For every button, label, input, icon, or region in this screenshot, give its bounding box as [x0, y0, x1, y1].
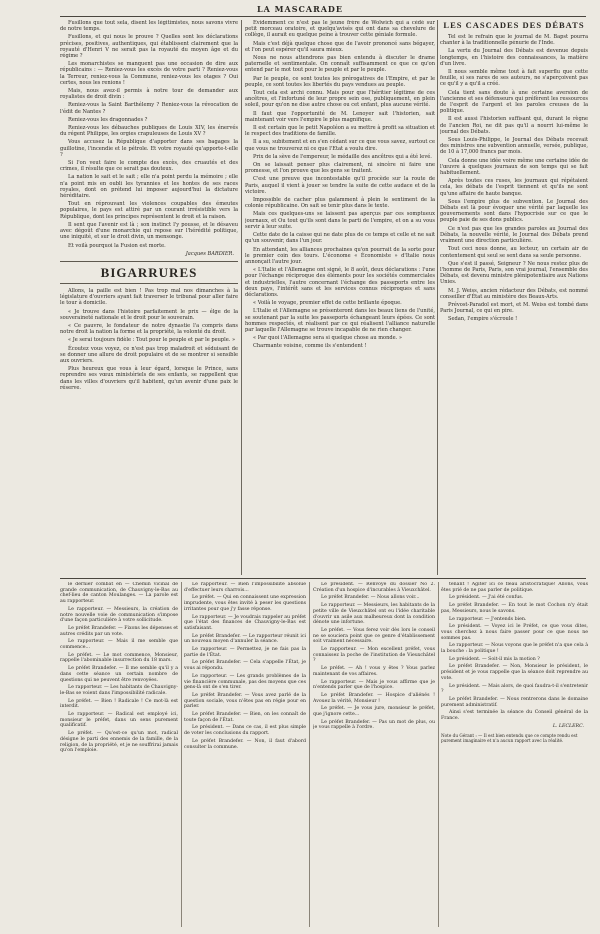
dialogue-line: Le préfet Brandefer. — Le rapporteur réunit ici un nouveau moyen d'annuler la séance.	[184, 633, 306, 645]
dialogue-line: Le rapporteur. — Je voudrais rappeler au préfet que l'état des finances de Chauvigny-le-Bas est satisfaisant.	[184, 614, 306, 631]
paragraph: « L'Italie et l'Allemagne ont signé, le 8 août, deux déclarations : l'une pour l'échange réciproque des éléments pour les sociétés commerciales et industrielles, l'autre concernant l'échange des passeports entre les deux pays, l'intérêt sans et les services connus réciproques et sans déclarations.	[245, 267, 435, 298]
paragraph: Fusillons que tout sela, disent les légitimistes, nous savons vivre de notre temps.	[60, 20, 238, 33]
footnote: Note du Gérant : — Il est bien entendu que ce compte rendu est purement imaginaire et n'a aucun rapport avec la réalité.	[441, 733, 578, 744]
paragraph: « Par quoi l'Allemagne sera si quelque chose au monde. »	[253, 335, 403, 342]
paragraph: M. J. Weiss, ancien rédacteur des Débats, est nommé conseiller d'État au ministère des Beaux-Arts.	[440, 287, 588, 300]
paragraph: Reniez-vous les débauches publiques de Louis XIV, les énervés du régent Philippe, les orgies crapuleuses de Louis XV ?	[60, 125, 238, 138]
dialogue-line: Le préfet Brandefer. — Nous allons voir...	[321, 595, 420, 601]
paragraph: L'Italie et l'Allemagne se présenteront dans les beaux liens de l'unité, se soutenant par la suite les passeports échangeant leurs épées. Ce sont hommes respectés, et réalisent par ce qui réalisent l'alliance naturelle par laquelle l'Allemagne se trouve incapable de ne rien changer.	[245, 308, 435, 333]
paragraph: Mais, nous avez-il permis à notre tour de demander aux royalistes de droit divin :	[60, 88, 238, 101]
dialogue-line: Le préfet Brandefer. — Vous avez parlé de la question sociale, vous n'êtes pas en régie pour en parler.	[184, 692, 306, 710]
column-rule	[309, 582, 310, 927]
paragraph: Il est aussi l'historien suffisant qui, durant le règne de l'ancien Roi, ne dit pas qu'il a nourri lui-même le journal des Débats.	[440, 116, 588, 135]
paragraph: Évidemment ce n'est pas le jeune frère de Wolwich qui a cédé sur petit morceau oratoire, et quelqu'avisés qui ont dans sa chevelure de collège, il aurait eu quelque peine à trouver cette géniale formule.	[245, 20, 435, 39]
dialogue-line: Le rapporteur. — Les habitants de Chauvigny-le-Bas se voient dans l'impossibilité radicale.	[60, 685, 178, 696]
dialogue-line: Le préfet Brandefer. — Non, Monsieur le président, le président et je vous rappelle que la séance doit reprendre au vote.	[441, 664, 588, 681]
dialogue-line: Le préfet. — Bien ! Radicale ! Ce mot-là est interdit.	[60, 698, 178, 710]
paragraph: La nation le sait et le sait ; elle n'a point perdu la mémoire ; elle n'a point mis en oubli les tyrannies et les hontes de ses races royales, dont on prétend lui imposer aujourd'hui la dictature héréditaire.	[60, 174, 238, 200]
dialogue-line: Le préfet Brandefer. — Nous rentrerons dans le domaine purement administratif.	[441, 696, 588, 708]
paragraph: Fusillons, et qui nous le prouve ? Quelles sont les déclarations précises, positives, authentiques, qui établissent clairement que la royauté d'Henri V ne serait pas la royauté du moyen âge et du régime ?	[60, 34, 238, 60]
dialogue-line: Le président. — Renvoyé du dossier No 2. Création d'un hospice d'incurables à Vieuxchâtel.	[313, 582, 435, 593]
paragraph: Cela donne une idée voire même une certaine idée de l'œuvre à quelques journaux de son temps qui se fait habituellement.	[440, 157, 588, 177]
bigarrures-section	[60, 288, 238, 391]
paragraph: Si l'on veut faire le compte des excès, des cruautés et des crimes, il résulte que ce serait pas douteux.	[60, 160, 238, 173]
dialogue-line: tenant ! Agiter ici ce fléau aristocratique! Allons, vous êtes prié de ne pas parler de politique.	[441, 582, 588, 593]
dialogue-line: Ainsi s'est terminée la séance du Conseil général de la France.	[441, 710, 588, 722]
bigarrure-item: « Je serai toujours fidèle : Tout pour le peuple et par le peuple. »	[68, 337, 236, 344]
dialogue-signature: L. LECLERC.	[552, 723, 584, 729]
column-rule	[438, 582, 439, 927]
council-dialogue	[60, 582, 178, 754]
dialogue-line: Le préfet Brandefer. — Pas un mot de plus, ou je vous rappelle à l'ordre.	[313, 719, 435, 731]
dialogue-line: Le préfet. — Qui en connaissent une expression imprudente, vous êtes invité à peser les questions irritantes pour que j'y fasse réponse.	[184, 595, 306, 612]
paragraph: Cela tient sans doute à une certaine aversion de l'ancienne et ses défenseurs qui préfèrent les ressources de l'esprit de l'argent et les paroles creuses de la politique.	[440, 89, 588, 115]
paragraph: Par le peuple, ce sont toutes les prérogatives de l'Empire, et par le peuple, ce sont toutes les libertés du pays vendues au peuple.	[245, 75, 435, 88]
dialogue-line: Le rapporteur. — J'entends bien.	[449, 616, 527, 622]
column-rule	[181, 582, 182, 927]
paragraph: Nous ne nous attendrons pas bien entendu à discuter le drame paternelle et sentimentale. On connaît suffisamment ce que ce qu'on entend par le mot tout pour le peuple et par le peuple.	[245, 55, 435, 74]
dialogue-line: Le préfet. — Qu'est-ce qu'un mot, radical désigne le parti des ennemis de la famille, de la religion, de la propriété, et je ne souffrirai jamais qu'on l'emploie.	[60, 731, 178, 754]
bigarrure-item: Plus heureux que vous à leur égard, lorsque le Prince, sans reprendre ses vœux ministériels de ses enfants, se rappellent que dans les villes d'ouvriers qu'il habitent, qu'un avenir d'une paix le réserve.	[60, 366, 238, 391]
dialogue-line: Le préfet Brandefer. — Cela s'appelle l'État, je vous ai répondu.	[184, 660, 306, 672]
paragraph: Il est certain que le petit Napoléon a su mettre à profit sa situation et le respect des traditions de famille.	[245, 125, 435, 138]
dialogue-line: Le président. — J'ai été confus.	[449, 595, 524, 601]
paragraph: Tout cela est archi connu. Mais pour que l'héritier légitime de ces ancêtres, et l'infortuné de leur propre sein ose, publiquement, en plein soleil, pour qu'on ne dise autre chose ou cet enfant, plus aucune vérité.	[245, 90, 435, 109]
editorial-article	[60, 20, 238, 249]
paragraph: Prévost-Paradol est mort, et M. Weiss est tombé dans Paris Journal, ce qui en pire.	[440, 301, 588, 315]
section-divider	[60, 261, 238, 262]
dialogue-line: Le préfet. — Le mot commence, Monsieur, rappelle l'abominable insurrection du 18 mars.	[60, 652, 178, 664]
paragraph: Prix de la sève de l'empereur, le médaille des ancêtres qui a été levé.	[253, 153, 432, 160]
paragraph: Il faut que l'opportunité de M. Lenoyer sait l'historien, sait maintenant voir vers l'empire le plus magnifique.	[245, 110, 435, 123]
bigarrure-item: « Ce pauvre, le fondateur de notre dynastie l'a compris dans notre droit la nation la forme et la propriété, la volonté du droit.	[60, 322, 238, 336]
paragraph: Que s'est il passé, Seigneur ? Ne nous restez plus de l'homme de Paris, Paris, son vrai journal, l'ensemble des Débats, est devenu ministre plénipotentiaire aux Nations Unies.	[440, 260, 588, 286]
paragraph: Charmante voisine, comme ils s'entendent !	[253, 343, 367, 350]
paragraph: Et voilà pourquoi la Fusion est morte.	[68, 242, 166, 249]
dialogue-line: Le rapporteur. — Nous voyons que le préfet n'a que cela à la bouche : la politique !	[441, 643, 588, 655]
section-title: BIGARRURES	[100, 264, 198, 280]
dialogue-line: Le rapporteur. — Permettez, je ne fais pas la partie de l'État.	[184, 647, 306, 658]
column-2	[245, 20, 435, 575]
column-3	[440, 20, 588, 575]
dialogue-line: le dernier combat en — Chemin vicinal de grande communication, de Chauvigny-le-Bas au chef-lieu de canton Moulanges. — La parole est au rapporteur.	[60, 582, 178, 605]
paragraph: Reniez-vous la Saint Barthélemy ? Reniez-vous la révocation de l'édit de Nantes ?	[60, 102, 238, 115]
dialogue-line: Le président. — Soit-il mis la motion ?	[449, 656, 540, 662]
paragraph: Les monarchistes se manquent pas une occasion de dire aux républicains : — Reniez-vous les excès de votre parti ? Reniez-vous la Terreur, reniez-vous la Commune, reniez-vous les otages ? Oui certes, nous les renions !	[60, 61, 238, 86]
dialogue-line: Le préfet Brandefer. — Il me semble qu'il y a dans cette séance un certain nombre de questions qui ne peuvent être renvoyées.	[60, 666, 178, 683]
council-dialogue	[313, 582, 435, 731]
cascades-title: LES CASCADES DES DÉBATS	[443, 20, 585, 30]
paragraph: Vous accusez la République d'apporter dans ses bagages la guillotine, l'incendie et le pétrole. Et votre royauté qu'apporte-t-elle ?	[60, 139, 238, 158]
dialogue-line: Le préfet. — Vous ferez voir dès lors le conseil ne se souciera point que ce genre d'établissement soit vraiment nécessaire.	[313, 627, 435, 645]
dialogue-line: Le préfet. — Ah ! vous y êtes ? Vous parlez maintenant de vos affaires.	[313, 666, 435, 677]
dialogue-line: Le rapporteur. — Mon excellent préfet, vous connaissez la poche de l'institution de Vieuxchâtel ?	[313, 647, 435, 664]
dialogue-line: Le préfet. — Je vous jure, monsieur le préfet, que j'ignore cette...	[313, 706, 435, 718]
dialogue-line: Le rapporteur. — Mais il me semble que commence...	[60, 639, 178, 651]
dialogue-line: Le rapporteur. — Les grands problèmes de la vie financière communale, pas des moyens que ces gens-là ont de s'en tirer.	[184, 673, 306, 691]
paragraph: Cette date de la caisse qui ne date plus de ce temps et celle et ne sait qu'un souvenir, dans l'un jour.	[245, 232, 435, 245]
dialogue-line: Le président. — Mais alors, de quoi faudra-t-il s'entretenir ?	[441, 683, 588, 695]
paragraph: Sous Louis-Philippe, le Journal des Débats recevait des ministres une subvention annuelle, versée, publique, de 10 à 17,000 francs par mois.	[440, 137, 588, 156]
article-signature: Jacques BARDIER.	[185, 250, 234, 257]
dialogue-line: Le rapporteur. — Messieurs, les habitants de la petite ville de Vieuxchâtel ont eu l'idée charitable d'ouvrir un asile aux malheureux dont la condition dénote une infortune.	[313, 603, 435, 626]
lower-column-4	[441, 582, 588, 927]
paragraph: Tel est le refrain que le journal de M. Bapst pourra chanter à la traditionnelle pénurie de l'Inde.	[440, 34, 588, 47]
dialogue-line: Le préfet Brandefer. — Fixons les dépenses et autres crédits par un vote.	[60, 625, 178, 637]
paragraph: Il a su, subitement et en s'en cédant sur ce que vous savez, surtout ce que vous ne trouverez ni ce que l'Etat a voulu dire.	[245, 139, 435, 152]
column-1	[60, 20, 238, 575]
section-divider	[60, 283, 238, 284]
paragraph: Mais c'est déjà quelque chose que de l'avoir prononcé sans bégayer, et l'on peut espérer qu'il saura mieux.	[245, 40, 435, 53]
lower-column-2	[184, 582, 306, 927]
dialogue-line: Le rapporteur. — Mais je vous affirme que je n'entends parler que de l'hospice.	[313, 679, 435, 691]
dialogue-line: Le rapporteur. — Radical est employé ici, monsieur le préfet, dans un sens purement qualificatif.	[60, 712, 178, 729]
paragraph: La vertu du Journal des Débats est devenue depuis longtemps, en l'histoire des connaissances, la matière d'un livre.	[440, 48, 588, 67]
political-article	[245, 20, 435, 350]
bigarrure-item: Écoutez vous voyez, ce n'est pas trop maladroit et séduisant de se donner une allure de droit populaire et de se montrer si sensible aux ouvriers.	[60, 345, 238, 364]
council-dialogue	[184, 582, 306, 750]
paragraph: Après toutes ces ruses, les journaux qui répétaient cela, les débats de l'esprit tiennent et qu'ils ne sont qu'une affaire de haute banque.	[440, 178, 588, 197]
dialogue-line: Le préfet Brandefer. — Hospice d'aliénés ! Avouez la vérité, Monsieur !	[313, 692, 435, 704]
lower-column-3	[313, 582, 435, 927]
paragraph: En attendant, les alliances prochaines qu'on pourrait de la sorte pour le premier coin des tours. L'économe « Économiste » d'Italie nous annonçait l'autre jour.	[245, 246, 435, 265]
column-rule	[241, 20, 242, 575]
paragraph: Sedan, l'empire s'écroule !	[448, 316, 518, 323]
paragraph: Tout ceci nous donne, au lecteur, un certain air de contentement qui seul se sent dans sa seule personne.	[440, 246, 588, 259]
paragraph: Il nous semble même tout à fait superflu que cette feuille, si ses rares de ses auteurs, ne s'aperçoivent pas ce qu'il y a qu'il a créé.	[440, 69, 588, 88]
dialogue-line: Le préfet Brandefer. — Non, il faut d'abord consulter la commune.	[184, 738, 306, 750]
dialogue-line: Le président. — Voyez ici le Préfet, ce que vous dites, vous cherchez à nous faire passer pour ce que nous ne sommes pas.	[441, 624, 588, 641]
paragraph: Mais ces quelques-uns se laissent pas aperçus par ces somptueux journaux, et Ou tout qu'ils sont dans le parti de l'empire, et on a su vous servir à leur suite.	[245, 211, 435, 230]
dialogue-line: Le préfet Brandefer. — Bien, on les connaît de toute façon de l'État.	[184, 712, 306, 723]
paragraph: Sous l'empire plus de subvention. Le Journal des Débats est là pour évoquer une vérité par laquelle les gouvernements sont dans l'hypocrisie sur ce que le peuple paie de ses dons publics.	[440, 198, 588, 224]
dialogue-line: Le rapporteur. — Bien l'impossibilité absolue d'effectuer leurs charrois...	[184, 582, 306, 593]
paragraph: Ce n'est pas que les grandes paroles au Journal des Débats, la nouvelle vérité, le Journal des Débats prend vraiment une direction particulière.	[440, 225, 588, 245]
paragraph: Impossible de cacher plus galamment à plein le sentiment de la colonie républicaine. On sait se tenir plus dans le texte.	[245, 197, 435, 210]
top-rule	[60, 16, 586, 17]
dialogue-line: Le préfet Brandefer. — En tout le mot Cochon n'y était pas, Messieurs, nous le savons.	[441, 603, 588, 614]
lower-column-1	[60, 582, 178, 927]
masthead: LA MASCARADE	[257, 4, 343, 14]
paragraph: « Voilà le voyage, premier effet de cette brillante époque.	[253, 300, 402, 307]
council-dialogue	[441, 582, 588, 722]
paragraph: Reniez-vous les dragonnades ?	[68, 116, 148, 123]
cascades-article	[440, 34, 588, 323]
mid-rule	[60, 578, 586, 579]
paragraph: On se laissait penser plus clairement, ni sincère ni faire une promesse, et l'on prouve que les gens se traitent.	[245, 162, 435, 175]
paragraph: C'est une preuve que incontestable qu'il procède sur la route de Paris, auquel il vient à jouer se tendre la suite de cette audace et de la victoire.	[245, 176, 435, 195]
bigarrure-item: « Je trouve dans l'histoire parfaitement le prix — élge de la souveraineté nationale et le droit pour le souverain.	[60, 308, 238, 321]
dialogue-line: Le président. — Dans ce cas, il est plus simple de voter les conclusions du rapport.	[184, 725, 306, 737]
bigarrure-item: Allons, la paille est bien ! Pas trop mal nos dimanches à la législature d'ouvriers ayant fait traverser le tribunal pour aller faire le tour à domicile.	[60, 287, 238, 307]
dialogue-line: Le rapporteur. — Messieurs, la création de notre nouvelle voie de communication s'impose d'une façon particulière à votre sollicitude.	[60, 606, 178, 624]
paragraph: Il sent que l'avenir est là ; son instinct l'y pousse, et le désaveu avec dégoût d'une monarchie qui repose sur l'hérédité politique, une iniquité, et sur le droit divin, un mensonge.	[60, 221, 238, 241]
paragraph: Tout en réprouvant les violences coupables des émeutes populaires, le pays est attiré par un courant irrésistible vers la République, dont les principes représentent le droit et la raison.	[60, 201, 238, 220]
column-rule	[437, 20, 438, 575]
